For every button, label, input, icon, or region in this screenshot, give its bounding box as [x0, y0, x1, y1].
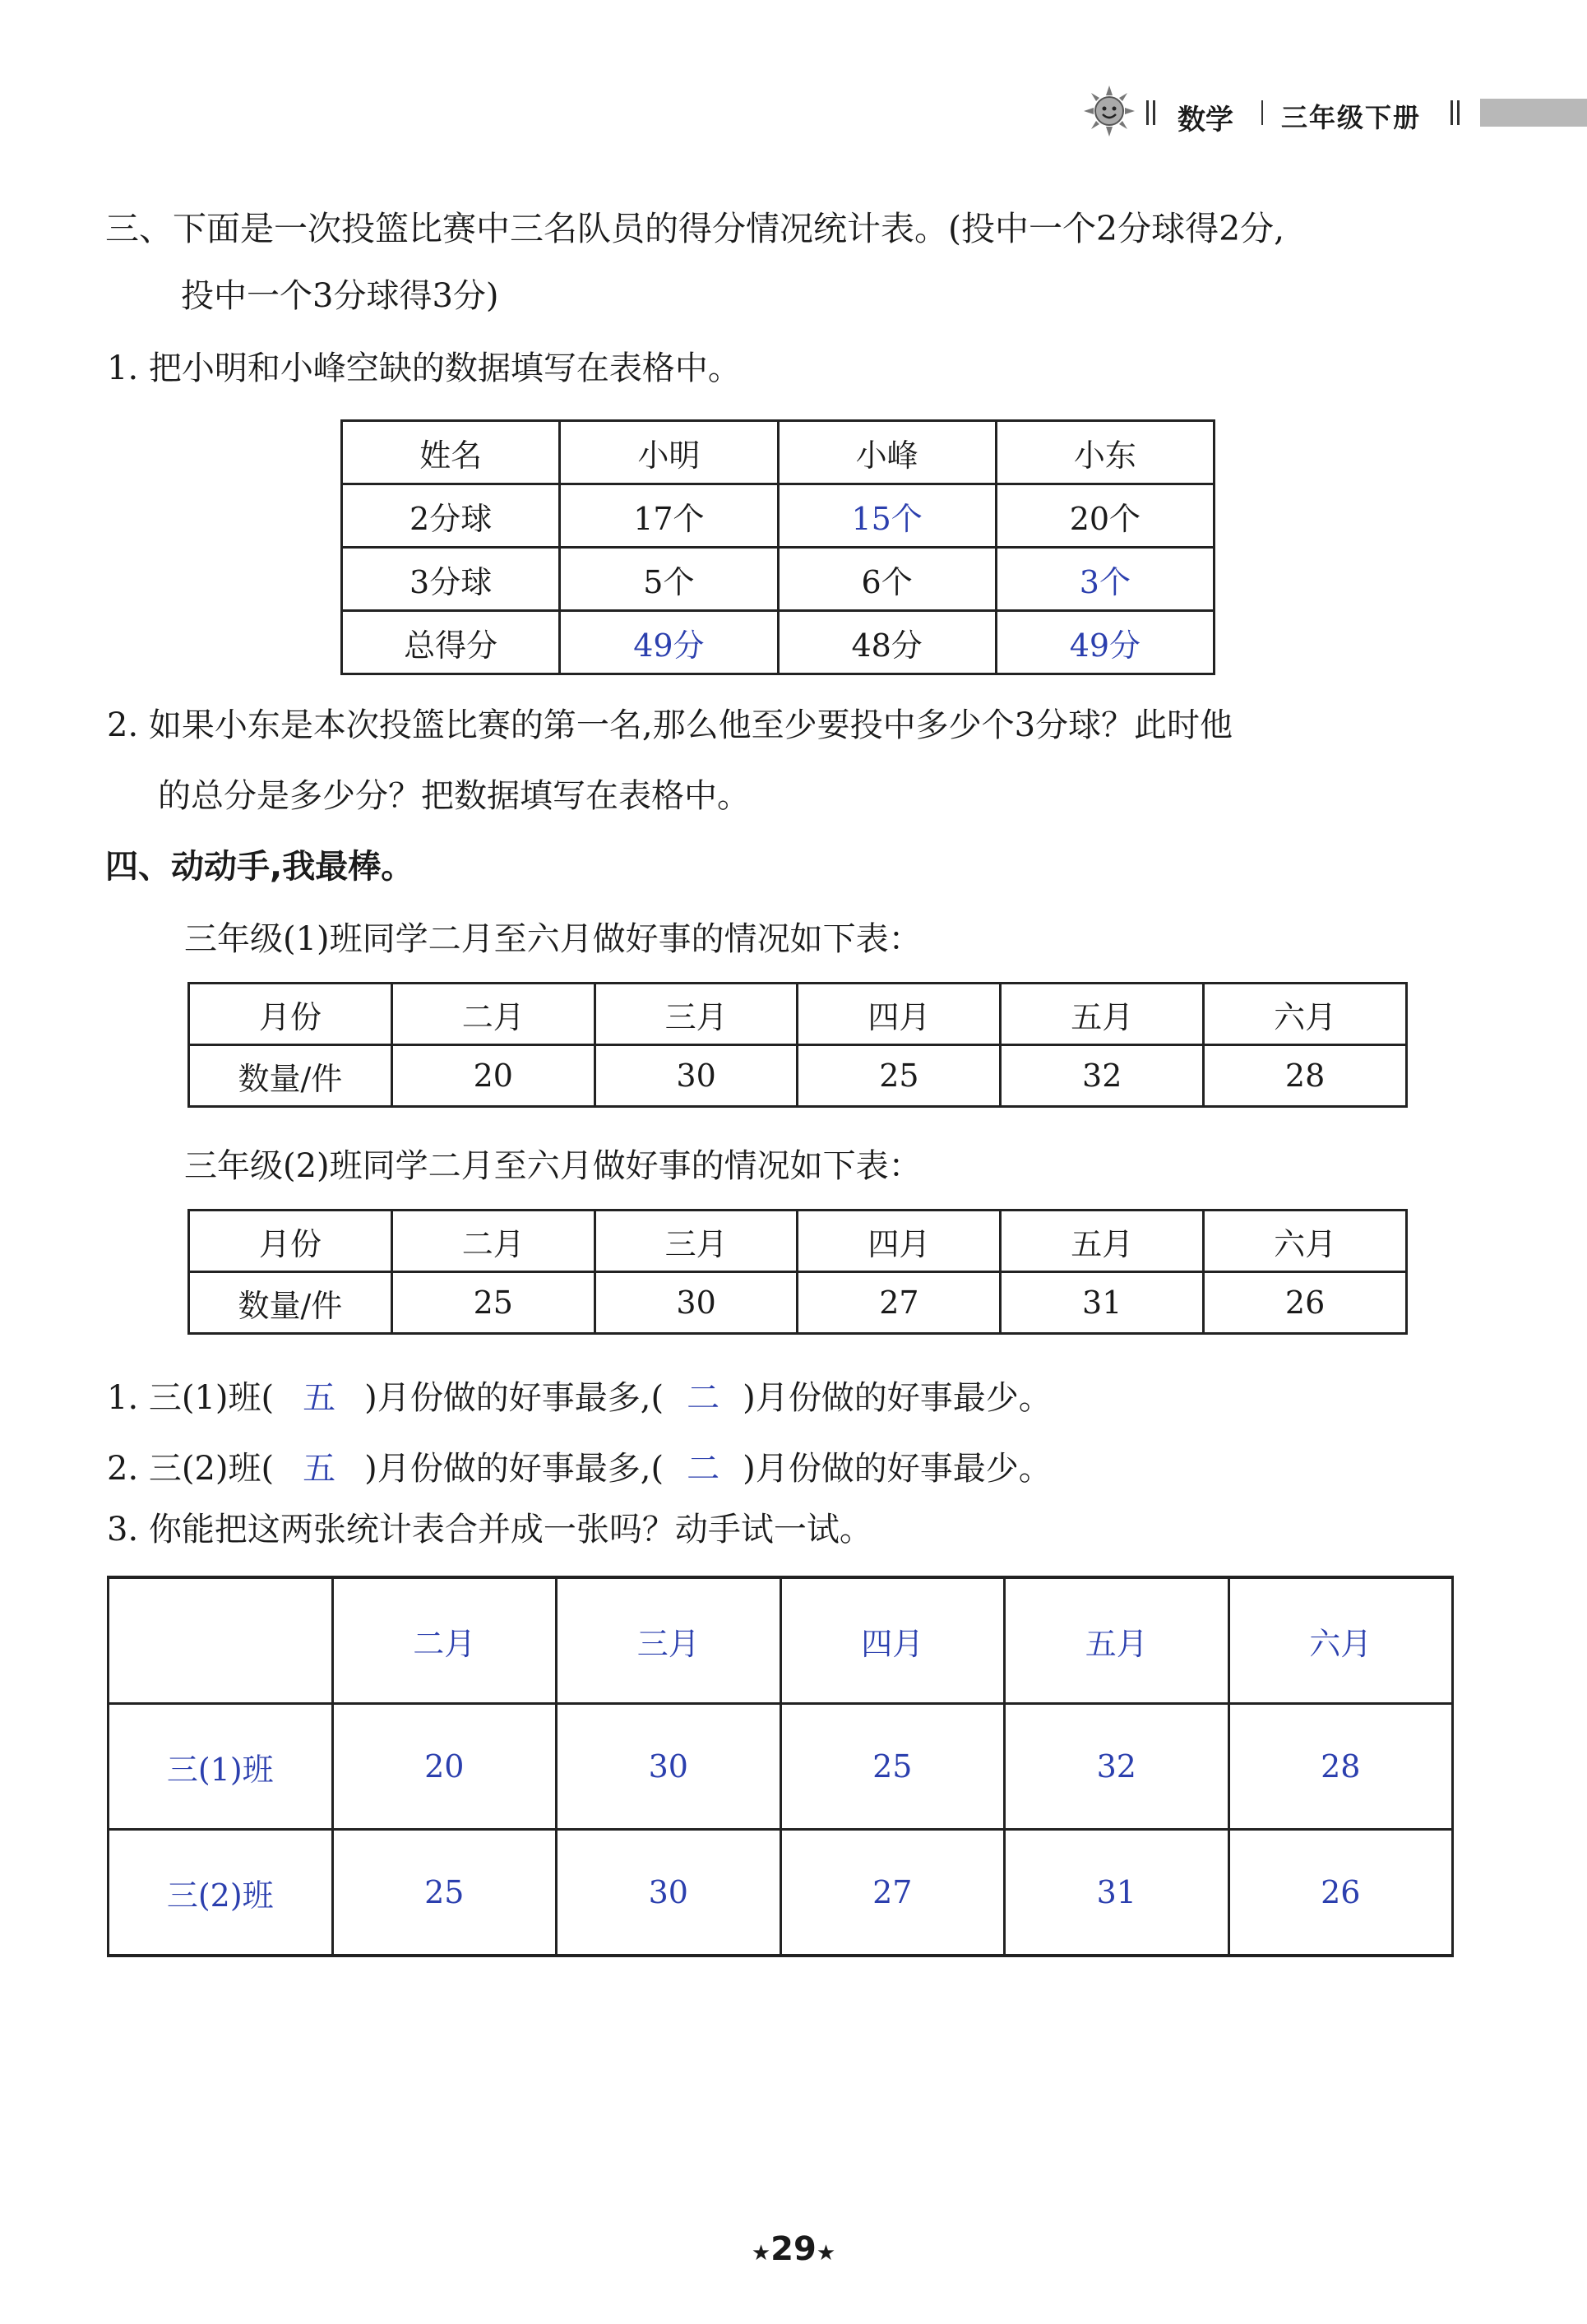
table-cell: 27: [798, 1272, 1001, 1334]
table-row: [189, 1045, 1407, 1107]
table-cell: 25: [332, 1830, 557, 1956]
answer-blank[interactable]: 五: [303, 1450, 336, 1488]
table-header-cell: 五月: [1005, 1577, 1229, 1704]
class2-table: [187, 1209, 1408, 1335]
table-cell: 30: [557, 1830, 781, 1956]
table-header-cell: 姓名: [342, 421, 560, 484]
answer-blank[interactable]: 二: [687, 1450, 720, 1488]
table-cell: 20: [332, 1704, 557, 1830]
table-cell: 28: [1204, 1045, 1407, 1107]
table-header-cell: [109, 1577, 333, 1704]
table-cell: 数量/件: [189, 1045, 392, 1107]
table-row: [189, 1211, 1407, 1272]
table-row: [342, 484, 1215, 548]
table-row: [109, 1704, 1453, 1830]
table-row: [342, 611, 1215, 674]
table-cell: 5个: [560, 548, 778, 611]
sun-mascot-icon: [1084, 86, 1135, 137]
header-subject: 数学: [1178, 104, 1233, 137]
table-header-cell: 月份: [189, 1211, 392, 1272]
table-cell: 数量/件: [189, 1272, 392, 1334]
question-text: )月份做的好事最多,(: [364, 1379, 664, 1417]
table-cell: 6个: [778, 548, 996, 611]
question-text: )月份做的好事最少。: [743, 1450, 1052, 1488]
question-text: )月份做的好事最少。: [743, 1379, 1052, 1417]
table-header-cell: 二月: [391, 984, 595, 1045]
table-cell: 3分球: [342, 548, 560, 611]
section3-title-line1: 三、下面是一次投篮比赛中三名队员的得分情况统计表。(投中一个2分球得2分,: [105, 209, 1285, 248]
table-cell: 26: [1204, 1272, 1407, 1334]
section3-title-line2: 投中一个3分球得3分): [181, 277, 499, 315]
section3-question1: 1. 把小明和小峰空缺的数据填写在表格中。: [107, 350, 741, 387]
table-header-cell: 三月: [595, 984, 798, 1045]
table-cell: 25: [780, 1704, 1005, 1830]
table-cell: 30: [595, 1272, 798, 1334]
table-cell: 48分: [778, 611, 996, 674]
table-cell: 30: [557, 1704, 781, 1830]
table-cell: 28: [1228, 1704, 1453, 1830]
table-cell: 30: [595, 1045, 798, 1107]
table-header-cell: 五月: [1001, 1211, 1204, 1272]
question-text: 1. 三(1)班(: [107, 1379, 275, 1417]
section4-intro1: 三年级(1)班同学二月至六月做好事的情况如下表：: [184, 920, 922, 958]
question-text: )月份做的好事最多,(: [364, 1450, 664, 1488]
answer-blank[interactable]: 二: [687, 1379, 720, 1417]
page-number-text: 29: [770, 2230, 817, 2268]
class1-table: [187, 982, 1408, 1108]
table-row: [189, 1272, 1407, 1334]
table-cell: 25: [391, 1272, 595, 1334]
table-header-cell: 小峰: [778, 421, 996, 484]
section4-question1: [107, 1372, 1052, 1419]
answer-cell[interactable]: 3个: [996, 548, 1214, 611]
table-cell: 27: [780, 1830, 1005, 1956]
page-number: [732, 2230, 855, 2268]
table-cell: 2分球: [342, 484, 560, 548]
table-header-cell: 六月: [1228, 1577, 1453, 1704]
table-cell: 三(2)班: [109, 1830, 333, 1956]
table-header-cell: 五月: [1001, 984, 1204, 1045]
star-icon: ★: [751, 2241, 771, 2266]
table-header-cell: 二月: [391, 1211, 595, 1272]
table-cell: 32: [1001, 1045, 1204, 1107]
table-cell: 31: [1001, 1272, 1204, 1334]
answer-cell[interactable]: 15个: [778, 484, 996, 548]
table-cell: 20个: [996, 484, 1214, 548]
answer-cell[interactable]: 49分: [996, 611, 1214, 674]
section4-title: 四、动动手,我最棒。: [105, 848, 414, 886]
table-cell: 17个: [560, 484, 778, 548]
section4-intro2: 三年级(2)班同学二月至六月做好事的情况如下表：: [184, 1147, 922, 1185]
table-header-cell: 四月: [798, 1211, 1001, 1272]
star-icon: ★: [816, 2241, 836, 2266]
table-cell: 三(1)班: [109, 1704, 333, 1830]
table-header-cell: 六月: [1204, 984, 1407, 1045]
combined-table: [107, 1576, 1454, 1957]
table-cell: 总得分: [342, 611, 560, 674]
page-header: [1069, 82, 1587, 137]
table-header-cell: 四月: [798, 984, 1001, 1045]
table-row: [109, 1577, 1453, 1704]
section4-question2: [107, 1442, 1052, 1489]
header-grade: 三年级下册: [1281, 102, 1422, 133]
table-header-cell: 小东: [996, 421, 1214, 484]
table-row: [342, 548, 1215, 611]
table-cell: 32: [1005, 1704, 1229, 1830]
table-header-cell: 月份: [189, 984, 392, 1045]
table-row: [109, 1830, 1453, 1956]
table-header-cell: 四月: [780, 1577, 1005, 1704]
table-header-cell: 三月: [557, 1577, 781, 1704]
table-header-cell: 小明: [560, 421, 778, 484]
score-table: [340, 419, 1215, 675]
section3-question2-line2: 的总分是多少分？把数据填写在表格中。: [158, 777, 750, 815]
header-decoration-bar: [1480, 99, 1587, 127]
section3-question2-line1: 2. 如果小东是本次投篮比赛的第一名,那么他至少要投中多少个3分球？此时他: [107, 706, 1233, 744]
answer-cell[interactable]: 49分: [560, 611, 778, 674]
table-cell: 26: [1228, 1830, 1453, 1956]
table-header-cell: 六月: [1204, 1211, 1407, 1272]
question-text: 2. 三(2)班(: [107, 1450, 275, 1488]
table-cell: 20: [391, 1045, 595, 1107]
table-header-cell: 三月: [595, 1211, 798, 1272]
answer-blank[interactable]: 五: [303, 1379, 336, 1417]
section4-question3: 3. 你能把这两张统计表合并成一张吗？动手试一试。: [107, 1511, 872, 1549]
table-cell: 31: [1005, 1830, 1229, 1956]
table-cell: 25: [798, 1045, 1001, 1107]
table-row: [342, 421, 1215, 484]
table-header-cell: 二月: [332, 1577, 557, 1704]
table-row: [189, 984, 1407, 1045]
